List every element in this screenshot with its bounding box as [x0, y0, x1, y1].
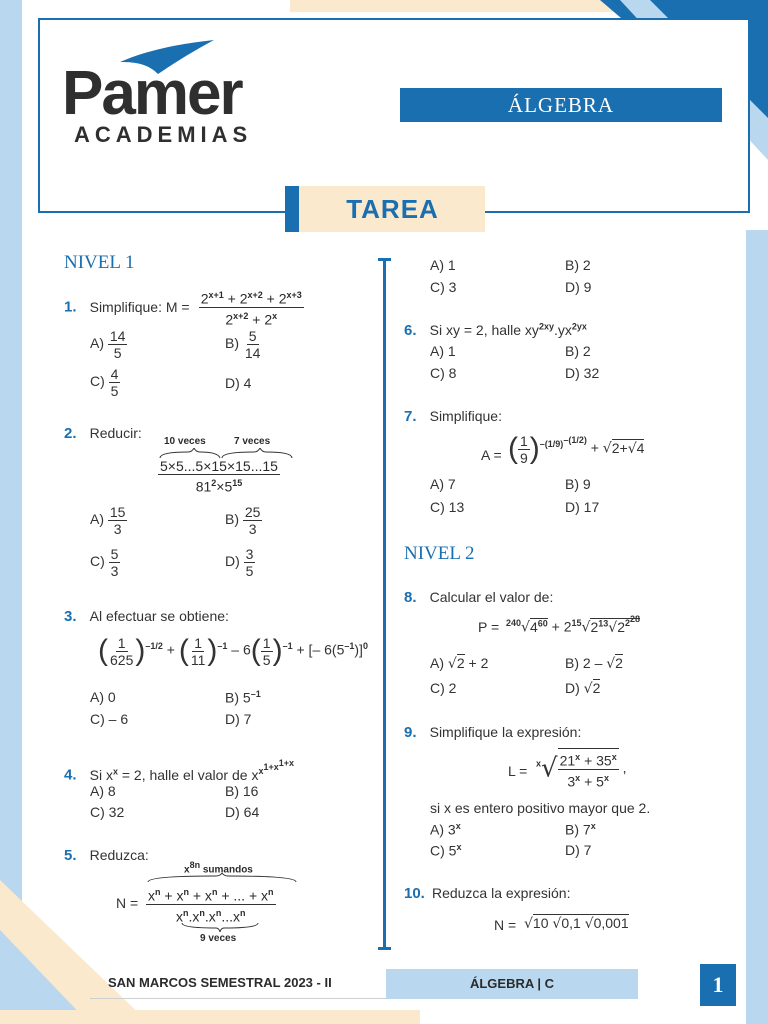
question-number: 7.	[404, 408, 417, 425]
subject-title: ÁLGEBRA	[400, 88, 722, 122]
question-text: Si xy = 2, halle $xy^{2xy}.yx^{2yx}$	[429, 321, 587, 338]
formula-lhs: P =	[478, 619, 500, 635]
divider-cap-bottom	[378, 947, 391, 950]
option-c[interactable]: C) – 6	[90, 711, 129, 727]
option-a[interactable]: A) 7	[430, 476, 456, 492]
option-a[interactable]: A) 3$^x$	[430, 821, 461, 838]
level-2-heading: NIVEL 2	[404, 543, 475, 564]
option-a[interactable]: A) √2 + 2	[430, 655, 489, 672]
option-c[interactable]: C) 5$^x$	[430, 842, 462, 859]
question-text: Si $x^x = 2$, halle el valor de $x^{x^{1+x^{1+x}}}$	[89, 758, 295, 783]
question-9	[404, 722, 581, 741]
divider-cap-top	[378, 258, 391, 261]
footer-line	[90, 998, 386, 999]
option-d[interactable]: D) 7	[225, 711, 252, 727]
question-10	[404, 883, 570, 902]
section-marker	[285, 186, 299, 232]
condition-text: si x es entero positivo mayor que 2.	[430, 800, 651, 816]
option-d[interactable]: D) $\frac{3}{5}$	[225, 546, 254, 579]
formula: $\frac{2^{x+1} + 2^{x+2} + 2^{x+3}}{2^{x+2} + 2^x}$	[199, 287, 304, 327]
brace-label-a: 10 veces	[164, 436, 206, 447]
option-d[interactable]: D) 17	[565, 499, 600, 515]
footer-course: SAN MARCOS SEMESTRAL 2023 - II	[108, 975, 332, 990]
section-title: TAREA	[346, 194, 439, 224]
question-text: Simplifique:	[429, 408, 502, 424]
option-b[interactable]: B) 2	[565, 343, 591, 359]
logo-word: Pamer	[62, 59, 242, 128]
logo-subtitle: ACADEMIAS	[74, 122, 253, 147]
option-c[interactable]: C) $\frac{5}{3}$	[90, 546, 119, 579]
question-number: 10.	[404, 885, 425, 902]
question-text: Simplifique: M =	[89, 298, 190, 315]
footer-subject: ÁLGEBRA | C	[386, 969, 638, 999]
question-5	[64, 845, 149, 864]
brace-icon	[146, 873, 298, 883]
option-a[interactable]: A) 0	[90, 689, 116, 705]
question-number: 3.	[64, 608, 77, 625]
formula-lhs: N =	[494, 917, 517, 933]
option-d[interactable]: D) 9	[565, 279, 592, 295]
question-text: Reducir:	[89, 425, 142, 441]
formula: √10 √0,1 √0,001	[524, 915, 629, 932]
option-c[interactable]: C) 8	[430, 365, 457, 381]
column-divider	[383, 261, 386, 949]
question-6	[404, 320, 587, 339]
option-d[interactable]: D) 64	[225, 804, 260, 820]
option-b[interactable]: B) 9	[565, 476, 591, 492]
option-d[interactable]: D) √2	[565, 680, 601, 697]
formula-lhs: L =	[508, 763, 528, 779]
question-2	[64, 423, 142, 442]
formula: $^{240}√4^{60} + 2^{15}√2^{13}√2^{2^{28}}$	[506, 614, 641, 636]
brace-label-b: 7 veces	[234, 436, 271, 447]
option-b[interactable]: B) 7$^x$	[565, 821, 596, 838]
question-text: Reduzca:	[89, 847, 149, 863]
level-1-heading: NIVEL 1	[64, 252, 135, 273]
question-number: 5.	[64, 847, 77, 864]
question-number: 9.	[404, 724, 417, 741]
option-c[interactable]: C) 32	[90, 804, 125, 820]
question-text: Calcular el valor de:	[429, 589, 554, 605]
option-c[interactable]: C) $\frac{4}{5}$	[90, 366, 119, 399]
brace-bottom-icon	[180, 922, 260, 932]
question-3	[64, 606, 229, 625]
option-a[interactable]: A) $\frac{15}{3}$	[90, 504, 126, 537]
formula: $^x$√ $\frac{21^x + 35^x}{3^x + 5^x}$ ,	[536, 748, 627, 789]
question-text: Reduzca la expresión:	[431, 885, 571, 901]
question-text: Simplifique la expresión:	[429, 724, 582, 740]
option-a[interactable]: A) $\frac{14}{5}$	[90, 328, 126, 361]
question-number: 6.	[404, 322, 417, 339]
formula-lhs: A =	[481, 447, 502, 463]
option-b[interactable]: B) $\frac{25}{3}$	[225, 504, 261, 537]
option-d[interactable]: D) 7	[565, 842, 592, 858]
option-a[interactable]: A) 8	[90, 783, 116, 799]
question-4	[64, 758, 294, 784]
question-7	[404, 406, 502, 425]
option-a[interactable]: A) 1	[430, 257, 456, 273]
formula: ( $\frac{1}{9}$ )$^{-(1/9)^{-(1/2)}}$ + √2+√4	[508, 432, 645, 466]
bottom-cream-strip	[0, 1010, 420, 1024]
option-c[interactable]: C) 3	[430, 279, 457, 295]
option-d[interactable]: D) 32	[565, 365, 600, 381]
option-b[interactable]: B) 2 – √2	[565, 655, 623, 672]
formula: $\frac{x^n + x^n + x^n + ... + x^n}{x^n.x^n.x^n...x^n}$	[146, 884, 276, 924]
question-number: 8.	[404, 589, 417, 606]
question-number: 4.	[64, 766, 77, 784]
question-1	[64, 287, 304, 327]
option-b[interactable]: B) $\frac{5}{14}$	[225, 328, 261, 361]
question-8	[404, 587, 553, 606]
option-b[interactable]: B) 2	[565, 257, 591, 273]
option-b[interactable]: B) 16	[225, 783, 259, 799]
brace-label-top: $x^{8n}$ sumandos	[184, 860, 253, 876]
page-number: 1	[700, 964, 736, 1006]
question-number: 1.	[64, 298, 77, 316]
option-c[interactable]: C) 13	[430, 499, 465, 515]
option-c[interactable]: C) 2	[430, 680, 457, 696]
formula-lhs: N =	[116, 895, 139, 911]
question-text: Al efectuar se obtiene:	[89, 608, 229, 624]
question-number: 2.	[64, 425, 77, 442]
formula: $\frac{5\times 5...5\times 15\times 15...15}{81^2\times 5^{15}}$	[160, 458, 278, 495]
option-b[interactable]: B) $5^{-1}$	[225, 689, 261, 706]
formula: ( $\frac{1}{625}$ )$^{-1/2}$ + ( $\frac{1}{11}$ )$^{-1}$ – 6( $\frac{1}{5}$ )$^{-1}$ + [– $6(5^{-1})]^0$	[98, 634, 368, 668]
option-a[interactable]: A) 1	[430, 343, 456, 359]
option-d[interactable]: D) 4	[225, 375, 252, 391]
brace-label-bottom: 9 veces	[200, 933, 237, 944]
